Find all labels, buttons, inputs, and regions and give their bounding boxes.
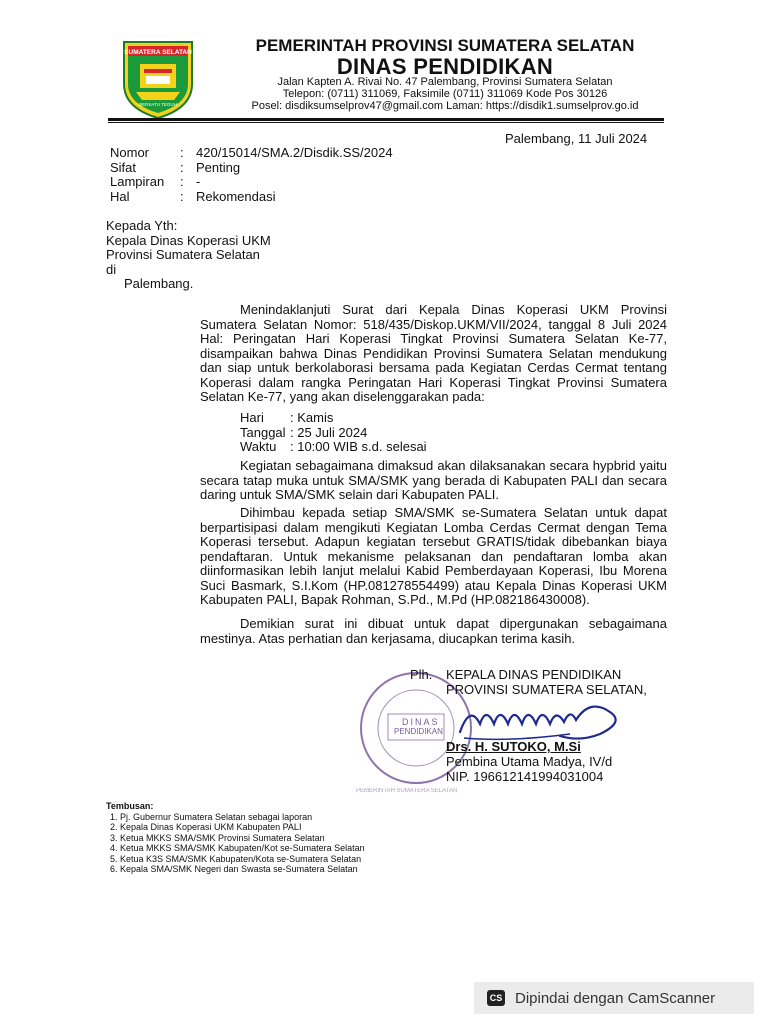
- event-day-row: [240, 411, 427, 426]
- meta-key: Hal: [110, 188, 130, 204]
- detail-key: Tanggal: [240, 424, 286, 440]
- signatory-rank: Pembina Utama Madya, IV/d: [446, 754, 613, 769]
- detail-key: Hari: [240, 410, 264, 425]
- meta-colon: :: [180, 145, 184, 160]
- detail-key: Waktu: [240, 439, 277, 454]
- stamp-inner-text-1: DINAS: [402, 717, 440, 727]
- list-item: 4. Ketua MKKS SMA/SMK Kabupaten/Kot se-Sumatera Selatan: [120, 843, 365, 854]
- meta-row-attachment: [110, 175, 393, 190]
- detail-value: : 10:00 WIB s.d. selesai: [290, 439, 427, 454]
- meta-key: Sifat: [110, 159, 137, 175]
- list-item: 1. Pj. Gubernur Sumatera Selatan sebagai laporan: [120, 812, 365, 823]
- meta-value: Rekomendasi: [196, 188, 276, 204]
- meta-value: -: [196, 174, 201, 189]
- meta-value: Penting: [196, 159, 241, 175]
- letterhead-divider-thin: [108, 122, 664, 123]
- meta-key: Lampiran: [110, 174, 165, 189]
- carbon-copy-title: Tembusan:: [106, 801, 154, 811]
- body-paragraph-1: Menindaklanjuti Surat dari Kepala Dinas Koperasi UKM Provinsi Sumatera Selatan Nomor: 518/435/Diskop.UKM/VII/2024, tanggal 8 Juli 2024 Hal: Peringatan Hari Koperasi Tingkat Provinsi Sumatera Selatan Ke-77, disampaikan bahwa Dinas Pendidikan Provinsi Sumatera Selatan mendukung dan siap untuk berkolaborasi bersama pada Kegiatan Cerdas Cermat tentang Koperasi dalam rangka Peringatan Hari Koperasi Tingkat Provinsi Sumatera Selatan Ke-77, yang akan diselenggarakan pada:: [200, 302, 667, 404]
- meta-row-number: [110, 146, 393, 161]
- meta-key: Nomor: [110, 145, 150, 160]
- meta-colon: :: [180, 188, 184, 204]
- meta-colon: :: [180, 174, 184, 189]
- government-name: PEMERINTAH PROVINSI SUMATERA SELATAN: [255, 36, 635, 55]
- meta-row-nature: [110, 161, 393, 176]
- recipient-block: [106, 219, 271, 292]
- list-item: 6. Kepala SMA/SMK Negeri dan Swasta se-Sumatera Selatan: [120, 864, 365, 875]
- body-paragraph-4: Demikian surat ini dibuat untuk dapat dipergunakan sebagaimana mestinya. Atas perhatian dan kerjasama, diucapkan terima kasih.: [200, 616, 667, 646]
- recipient-di: di: [106, 261, 117, 277]
- signatory-nip: NIP. 196612141994031004: [446, 769, 604, 784]
- office-address: Jalan Kapten A. Rivai No. 47 Palembang, Provinsi Sumatera Selatan: [277, 76, 613, 88]
- letter-meta: [110, 146, 393, 204]
- department-name: DINAS PENDIDIKAN: [336, 54, 554, 79]
- svg-text:BERSATU TEGUH: BERSATU TEGUH: [139, 102, 177, 107]
- letterhead-divider: [108, 118, 664, 121]
- camscanner-icon: CS: [487, 990, 505, 1006]
- list-item: 5. Ketua K3S SMA/SMK Kabupaten/Kota se-Sumatera Selatan: [120, 854, 365, 865]
- office-phone: Telepon: (0711) 311069, Faksimile (0711) 311069 Kode Pos 30126: [282, 88, 608, 100]
- recipient-province: Provinsi Sumatera Selatan: [106, 247, 260, 262]
- svg-text:SUMATERA SELATAN: SUMATERA SELATAN: [124, 49, 192, 56]
- body-paragraph-2: Kegiatan sebagaimana dimaksud akan dilaksanakan secara hypbrid yaitu secara tatap muka untuk SMA/SMK yang berada di Kabupaten PALI dan secara daring untuk SMA/SMK selain dari Kabupaten PALI.: [200, 458, 667, 502]
- signature-block: [356, 667, 670, 800]
- office-email-website: Posel: disdiksumselprov47@gmail.com Laman: https://disdik1.sumselprov.go.id: [251, 100, 639, 112]
- signatory-title: KEPALA DINAS PENDIDIKAN: [446, 667, 622, 682]
- signatory-plh: Plh.: [410, 667, 433, 682]
- event-date-row: [240, 426, 427, 441]
- event-details: [240, 411, 427, 455]
- meta-colon: :: [180, 159, 184, 175]
- handwritten-signature: [450, 694, 650, 744]
- recipient-city: Palembang.: [124, 276, 194, 291]
- detail-value: : 25 Juli 2024: [290, 424, 368, 440]
- province-logo: [118, 36, 198, 120]
- stamp-inner-text-2: PENDIDIKAN: [394, 727, 443, 736]
- letter-date: Palembang, 11 Juli 2024: [505, 131, 648, 146]
- signatory-province: PROVINSI SUMATERA SELATAN,: [446, 682, 647, 697]
- camscanner-watermark: [474, 982, 754, 1014]
- stamp-outer-text: PEMERINTAH SUMATERA SELATAN: [356, 788, 458, 794]
- meta-value: 420/15014/SMA.2/Disdik.SS/2024: [196, 145, 393, 160]
- meta-row-subject: [110, 190, 393, 205]
- carbon-copy-list: [106, 801, 365, 875]
- camscanner-label: Dipindai dengan CamScanner: [515, 989, 716, 1007]
- list-item: 3. Ketua MKKS SMA/SMK Provinsi Sumatera Selatan: [120, 833, 365, 844]
- detail-value: : Kamis: [290, 410, 334, 425]
- recipient-title: Kepala Dinas Koperasi UKM: [106, 232, 271, 248]
- list-item: 2. Kepala Dinas Koperasi UKM Kabupaten PALI: [120, 822, 365, 833]
- signatory-name: Drs. H. SUTOKO, M.Si: [446, 739, 581, 754]
- event-time-row: [240, 440, 427, 455]
- body-paragraph-3: Dihimbau kepada setiap SMA/SMK se-Sumatera Selatan untuk dapat berpartisipasi dalam mengikuti Kegiatan Lomba Cerdas Cermat dengan Tema Koperasi tersebut. Adapun kegiatan tersebut GRATIS/tidak dibebankan biaya pendaftaran. Untuk mekanisme pelaksanan dan pendaftaran lomba akan diinformasikan lebih lanjut melalui Kabid Pemberdayaan Koperasi, Ibu Morena Suci Basmark, S.I.Kom (HP.081278554499) atau Kepala Dinas Koperasi UKM Kabupaten PALI, Bapak Rohman, S.Pd., M.Pd (HP.082186430008).: [200, 505, 667, 607]
- recipient-salutation: Kepada Yth:: [106, 218, 178, 233]
